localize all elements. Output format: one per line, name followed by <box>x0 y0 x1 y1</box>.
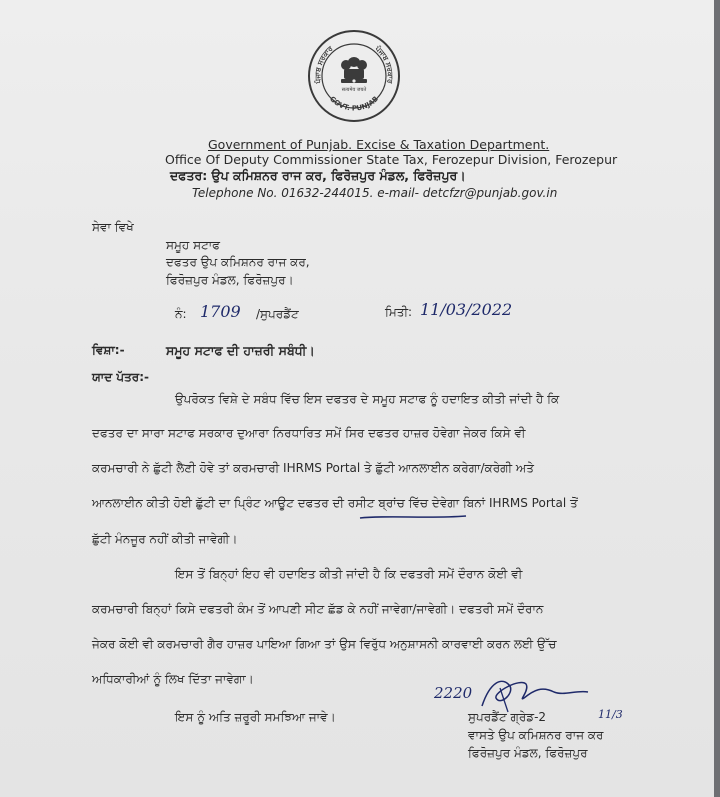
recipient-line-2: ਦਫਤਰ ਉਪ ਕਮਿਸ਼ਨਰ ਰਾਜ ਕਰ, <box>166 255 310 269</box>
handwritten-date: 11/3 <box>598 708 623 721</box>
closing-line: ਇਸ ਨੂੰ ਅਤਿ ਜ਼ਰੂਰੀ ਸਮਝਿਆ ਜਾਵੇ। <box>175 710 336 724</box>
subject-text: ਸਮੂਹ ਸਟਾਫ ਦੀ ਹਾਜ਼ਰੀ ਸਬੰਧੀ। <box>166 343 315 358</box>
body-p1-line-1: ਉਪਰੋਕਤ ਵਿਸ਼ੇ ਦੇ ਸਬੰਧ ਵਿੱਚ ਇਸ ਦਫਤਰ ਦੇ ਸਮੂਹ ਸਟਾਫ ਨੂੰ ਹਦਾਇਤ ਕੀਤੀ ਜਾਂਦੀ ਹੈ ਕਿ <box>175 392 560 406</box>
ref-no-label: ਨੰ: <box>175 307 187 321</box>
svg-text:ਪੰਜਾਬ ਸਰਕਾਰ: ਪੰਜਾਬ ਸਰਕਾਰ <box>313 44 335 84</box>
letterhead-office: Office Of Deputy Commissioner State Tax, Ferozepur Division, Ferozepur <box>165 152 618 167</box>
body-p2-line-2: ਕਰਮਚਾਰੀ ਬਿਨ੍ਹਾਂ ਕਿਸੇ ਦਫਤਰੀ ਕੰਮ ਤੋਂ ਆਪਣੀ ਸੀਟ ਛੱਡ ਕੇ ਨਹੀਂ ਜਾਵੇਗਾ/ਜਾਵੇਗੀ। ਦਫਤਰੀ ਸਮੇਂ ਦੌਰਾਨ <box>92 602 544 616</box>
subject-label: ਵਿਸ਼ਾ:- <box>92 343 125 357</box>
body-p2-line-4: ਅਧਿਕਾਰੀਆਂ ਨੂੰ ਲਿਖ ਦਿੱਤਾ ਜਾਵੇਗਾ। <box>92 672 254 686</box>
handwritten-number: 2220 <box>434 684 473 702</box>
body-p1-line-5: ਛੁੱਟੀ ਮੰਨਜੂਰ ਨਹੀਂ ਕੀਤੀ ਜਾਵੇਗੀ। <box>92 532 238 546</box>
body-p2-line-1: ਇਸ ਤੋਂ ਬਿਨ੍ਹਾਂ ਇਹ ਵੀ ਹਦਾਇਤ ਕੀਤੀ ਜਾਂਦੀ ਹੈ ਕਿ ਦਫਤਰੀ ਸਮੇਂ ਦੌਰਾਨ ਕੋਈ ਵੀ <box>175 567 523 581</box>
svg-text:सत्यमेव जयते: सत्यमेव जयते <box>341 87 367 93</box>
handwritten-underline <box>358 513 468 521</box>
date-value: 11/03/2022 <box>420 300 513 319</box>
recipient-line-3: ਫਿਰੋਜ਼ਪੁਰ ਮੰਡਲ, ਫਿਰੋਜ਼ਪੁਰ। <box>166 273 294 287</box>
body-p1-line-4: ਆਨਲਾਈਨ ਕੀਤੀ ਹੋਈ ਛੁੱਟੀ ਦਾ ਪ੍ਰਿੰਟ ਆਊਟ ਦਫਤਰ ਦੀ ਰਸੀਟ ਬ੍ਰਾਂਚ ਵਿੱਚ ਦੇਵੇਗਾ ਬਿਨਾਂ IHRMS Portal ਤੋਂ <box>92 496 578 510</box>
punjab-govt-seal <box>306 28 402 124</box>
body-p2-line-3: ਜੇਕਰ ਕੋਈ ਵੀ ਕਰਮਚਾਰੀ ਗੈਰ ਹਾਜ਼ਰ ਪਾਇਆ ਗਿਆ ਤਾਂ ਉਸ ਵਿਰੁੱਧ ਅਨੁਸ਼ਾਸਨੀ ਕਾਰਵਾਈ ਕਰਨ ਲਈ ਉੱਚ <box>92 637 557 651</box>
sign-for-line: ਵਾਸਤੇ ਉਪ ਕਮਿਸ਼ਨਰ ਰਾਜ ਕਰ <box>468 728 604 742</box>
svg-text:ਪੰਜਾਬ ਸਰਕਾਰ: ਪੰਜਾਬ ਸਰਕਾਰ <box>373 44 395 84</box>
letterhead-office-punjabi: ਦਫਤਰ: ਉਪ ਕਮਿਸ਼ਨਰ ਰਾਜ ਕਰ, ਫਿਰੋਜ਼ਪੁਰ ਮੰਡਲ, ਫਿਰੋਜ਼ਪੁਰ। <box>170 168 466 183</box>
sign-designation: ਸੁਪਰਡੈਂਟ ਗ੍ਰੇਡ-2 <box>468 710 547 724</box>
date-label: ਮਿਤੀ: <box>385 305 413 319</box>
svg-text:GOVT. PUNJAB: GOVT. PUNJAB <box>327 94 381 113</box>
ref-no-suffix: /ਸੁਪਰਡੈਂਟ <box>256 307 299 321</box>
letterhead-contact: Telephone No. 01632-244015. e-mail- detcfzr@punjab.gov.in <box>192 186 558 200</box>
sign-place: ਫਿਰੋਜ਼ਪੁਰ ਮੰਡਲ, ਫਿਰੋਜ਼ਪੁਰ <box>468 746 588 760</box>
body-p1-line-2: ਦਫਤਰ ਦਾ ਸਾਰਾ ਸਟਾਫ ਸਰਕਾਰ ਦੁਆਰਾ ਨਿਰਧਾਰਿਤ ਸਮੇਂ ਸਿਰ ਦਫਤਰ ਹਾਜ਼ਰ ਹੋਵੇਗਾ ਜੇਕਰ ਕਿਸੇ ਵੀ <box>92 426 526 440</box>
ref-no-value: 1709 <box>200 302 241 321</box>
seva-vikhe: ਸੇਵਾ ਵਿਖੇ <box>92 220 134 234</box>
ashoka-emblem-icon <box>341 57 367 83</box>
memo-label: ਯਾਦ ਪੱਤਰ:- <box>92 370 150 384</box>
body-p1-line-3: ਕਰਮਚਾਰੀ ਨੇ ਛੁੱਟੀ ਲੈਣੀ ਹੋਵੇ ਤਾਂ ਕਰਮਚਾਰੀ IHRMS Portal ਤੇ ਛੁੱਟੀ ਆਨਲਾਈਨ ਕਰੇਗਾ/ਕਰੇਗੀ ਅਤੇ <box>92 461 534 475</box>
recipient-line-1: ਸਮੂਹ ਸਟਾਫ <box>166 238 221 252</box>
letterhead-govt: Government of Punjab. Excise & Taxation Department. <box>208 137 550 152</box>
